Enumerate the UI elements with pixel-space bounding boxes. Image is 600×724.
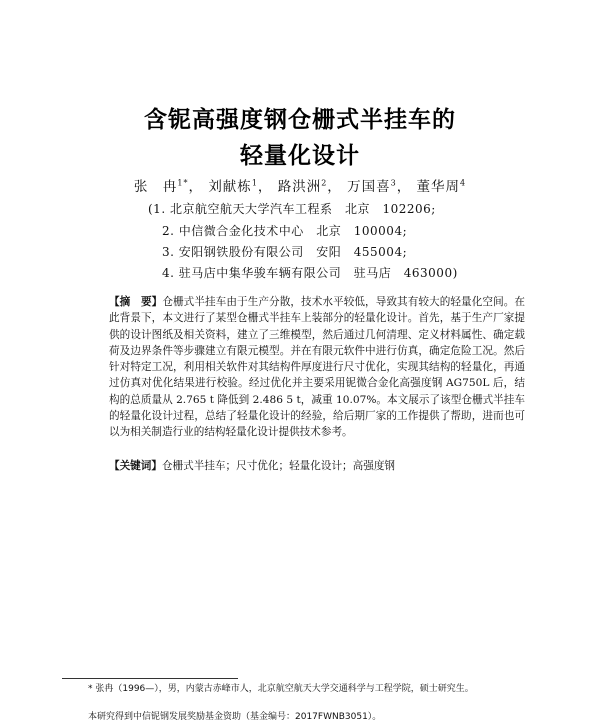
funding-footnote: 本研究得到中信铌钢发展奖励基金资助（基金编号：2017FWNB3051）。: [88, 712, 382, 722]
paper-title-line-2: 轻量化设计: [240, 142, 360, 169]
author-list: 张 冉$^{1*}$， 刘献栋$^1$， 路洪洲$^2$， 万国喜$^3$， 董华周$^4$: [133, 178, 467, 195]
footnote-divider: [62, 678, 238, 679]
abstract: [109, 294, 525, 441]
author-name: 张 冉: [133, 179, 178, 195]
author-affiliation-mark: 1: [251, 178, 258, 188]
affiliation-2: 2. 中信微合金化技术中心 北京 100004;: [162, 224, 408, 238]
author-name: 董华周: [416, 179, 460, 195]
affiliation-4: 4. 驻马店中集华骏车辆有限公司 驻马店 463000): [162, 266, 458, 280]
keywords-text: 仓栅式半挂车；尺寸优化；轻量化设计；高强度钢: [161, 460, 396, 472]
keywords: [109, 458, 525, 474]
affiliation-3: 3. 安阳钢铁股份有限公司 安阳 455004;: [162, 245, 408, 259]
author-name: 路洪洲: [277, 179, 322, 195]
author-affiliation-mark: 3: [390, 178, 397, 188]
author-affiliation-mark: 4: [459, 178, 467, 188]
author-name: 刘献栋: [208, 179, 252, 195]
author-affiliation-mark: 1*: [177, 178, 189, 188]
abstract-text: 仓栅式半挂车由于生产分散，技术水平较低，导致其有较大的轻量化空间。在此背景下，本文进行了某型仓栅式半挂车上装部分的轻量化设计。首先，基于生产厂家提供的设计图纸及相关资料，建立了三维模型，然后通过几何清理、定义材料属性、确定载荷及边界条件等步骤建立有限元模型。并在有限元软件中进行仿真，确定危险工况。然后针对特定工况，利用相关软件对其结构件厚度进行尺寸优化，实现其结构的轻量化，再通过仿真对优化结果进行校验。经过优化并主要采用铌微合金化高强度钢 AG750L 后，结构的总质量从 2.765 t 降低到 2.486 5 t，减重 10.07%。本文展示了该型仓栅式半挂车的轻量化设计过程，总结了轻量化设计的经验，给后期厂家的工作提供了帮助，进而也可以为相关制造行业的结构轻量化设计提供技术参考。: [109, 296, 525, 439]
author-bio-footnote: * 张冉（1996—），男，内蒙古赤峰市人，北京航空航天大学交通科学与工程学院，硕士研究生。: [88, 684, 474, 694]
paper-title-line-1: 含铌高强度钢仓栅式半挂车的: [144, 106, 456, 133]
affiliation-1: (1. 北京航空航天大学汽车工程系 北京 102206;: [148, 202, 436, 216]
keywords-label: 【关键词】: [109, 460, 162, 472]
author-affiliation-mark: 2: [321, 178, 328, 188]
author-name: 万国喜: [347, 179, 391, 195]
abstract-label: 【摘 要】: [109, 296, 163, 308]
